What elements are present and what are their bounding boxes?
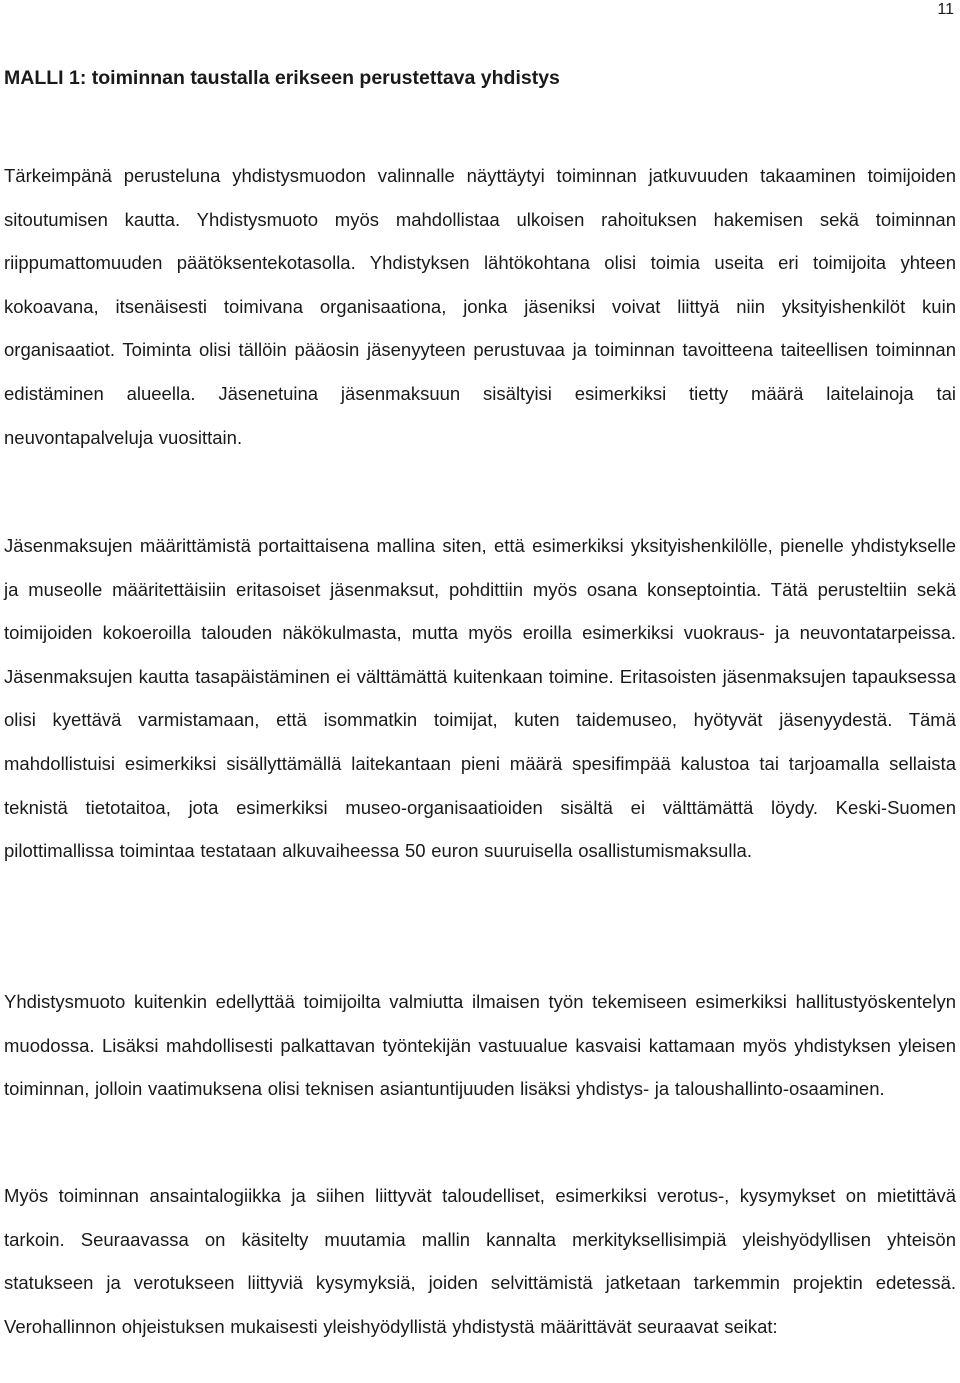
- paragraph-4: Myös toiminnan ansaintalogiikka ja siihen liittyvät taloudelliset, esimerkiksi verotus-, kysymykset on mietittävä tarkoin. Seuraavassa on käsitelty muutamia mallin kannalta merkityksellisimpiä yleishyödyllisen yhteisön statukseen ja verotukseen liittyviä kysymyksiä, joiden selvittämistä jatketaan tarkemmin projektin edetessä. Verohallinnon ohjeistuksen mukaisesti yleishyödyllistä yhdistystä määrittävät seuraavat seikat:: [4, 1185, 956, 1337]
- section-heading: MALLI 1: toiminnan taustalla erikseen perustettava yhdistys: [4, 67, 560, 89]
- paragraph-1: Tärkeimpänä perusteluna yhdistysmuodon valinnalle näyttäytyi toiminnan jatkuvuuden takaaminen toimijoiden sitoutumisen kautta. Yhdistysmuoto myös mahdollistaa ulkoisen rahoituksen hakemisen sekä toiminnan riippumattomuuden päätöksentekotasolla. Yhdistyksen lähtökohtana olisi toimia useita eri toimijoita yhteen kokoavana, itsenäisesti toimivana organisaationa, jonka jäseniksi voivat liittyä niin yksityishenkilöt kuin organisaatiot. Toiminta olisi tällöin pääosin jäsenyyteen perustuvaa ja toiminnan tavoitteena taiteellisen toiminnan edistäminen alueella. Jäsenetuina jäsenmaksuun sisältyisi esimerkiksi tietty määrä laitelainoja tai neuvontapalveluja vuosittain.: [4, 165, 956, 448]
- paragraph-2: Jäsenmaksujen määrittämistä portaittaisena mallina siten, että esimerkiksi yksityishenkilölle, pienelle yhdistykselle ja museolle määritettäisiin eritasoiset jäsenmaksut, pohdittiin myös osana konseptointia. Tätä perusteltiin sekä toimijoiden kokoeroilla talouden näkökulmasta, mutta myös eroilla esimerkiksi vuokraus- ja neuvontatarpeissa. Jäsenmaksujen kautta tasapäistäminen ei välttämättä kuitenkaan toimine. Eritasoisten jäsenmaksujen tapauksessa olisi kyettävä varmistamaan, että isommatkin toimijat, kuten taidemuseo, hyötyvät jäsenyydestä. Tämä mahdollistuisi esimerkiksi sisällyttämällä laitekantaan pieni määrä spesifimpää kalustoa tai tarjoamalla sellaista teknistä tietotaitoa, jota esimerkiksi museo-organisaatioiden sisältä ei välttämättä löydy. Keski-Suomen pilottimallissa toimintaa testataan alkuvaiheessa 50 euron suuruisella osallistumismaksulla.: [4, 535, 956, 862]
- page-number: 11: [937, 1, 954, 18]
- paragraph-3: Yhdistysmuoto kuitenkin edellyttää toimijoilta valmiutta ilmaisen työn tekemiseen esimerkiksi hallitustyöskentelyn muodossa. Lisäksi mahdollisesti palkattavan työntekijän vastuualue kasvaisi kattamaan myös yhdistyksen yleisen toiminnan, jolloin vaatimuksena olisi teknisen asiantuntijuuden lisäksi yhdistys- ja taloushallinto-osaaminen.: [4, 991, 956, 1100]
